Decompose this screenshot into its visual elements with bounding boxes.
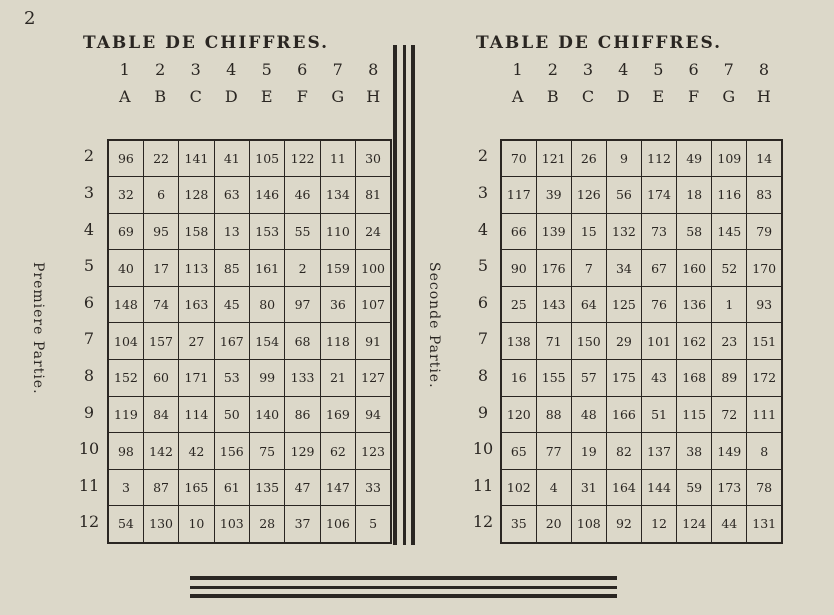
table-cell: 164 — [606, 469, 641, 506]
table-cell: 19 — [571, 433, 606, 470]
table-cell: 175 — [606, 360, 641, 397]
table-cell: 161 — [250, 250, 285, 287]
table-row — [501, 506, 782, 543]
column-letter: C — [189, 87, 202, 106]
table-cell: 165 — [179, 469, 214, 506]
table-cell: 116 — [712, 177, 747, 214]
table-row — [501, 469, 782, 506]
row-label: 6 — [83, 292, 95, 312]
table-cell: 57 — [571, 360, 606, 397]
left-column-letters — [107, 87, 391, 106]
table-cell: 42 — [179, 433, 214, 470]
table-cell: 167 — [214, 323, 249, 360]
table-cell: 45 — [214, 286, 249, 323]
table-cell: 34 — [606, 250, 641, 287]
table-cell: 126 — [571, 177, 606, 214]
column-letter: E — [260, 87, 273, 106]
table-cell: 133 — [285, 360, 320, 397]
table-cell: 92 — [606, 506, 641, 543]
table-cell: 115 — [677, 396, 712, 433]
table-cell: 123 — [356, 433, 391, 470]
row-label: 2 — [83, 146, 95, 166]
table-cell: 20 — [536, 506, 571, 543]
table-row — [108, 213, 391, 250]
row-label: 3 — [83, 182, 95, 202]
column-number: 4 — [226, 60, 237, 79]
column-number: 5 — [261, 60, 272, 79]
table-cell: 97 — [285, 286, 320, 323]
table-cell: 16 — [501, 360, 536, 397]
table-cell: 76 — [642, 286, 677, 323]
table-cell: 158 — [179, 213, 214, 250]
table-cell: 94 — [356, 396, 391, 433]
table-cell: 36 — [320, 286, 355, 323]
table-cell: 125 — [606, 286, 641, 323]
column-letter: B — [546, 87, 559, 106]
column-letter: E — [652, 87, 665, 106]
table-cell: 140 — [250, 396, 285, 433]
column-number: 6 — [688, 60, 699, 79]
row-label: 10 — [472, 439, 494, 459]
row-label: 11 — [78, 475, 100, 495]
column-letter: F — [296, 87, 308, 106]
table-cell: 33 — [356, 469, 391, 506]
table-cell: 144 — [642, 469, 677, 506]
table-cell: 22 — [143, 140, 178, 177]
table-cell: 38 — [677, 433, 712, 470]
table-cell: 106 — [320, 506, 355, 543]
table-cell: 86 — [285, 396, 320, 433]
table-cell: 17 — [143, 250, 178, 287]
table-row — [108, 396, 391, 433]
table-cell: 39 — [536, 177, 571, 214]
table-cell: 112 — [642, 140, 677, 177]
column-letter: C — [581, 87, 595, 106]
table-cell: 30 — [356, 140, 391, 177]
table-cell: 54 — [108, 506, 143, 543]
column-number: 5 — [653, 60, 664, 79]
table-cell: 63 — [214, 177, 249, 214]
table-cell: 70 — [501, 140, 536, 177]
table-cell: 89 — [712, 360, 747, 397]
table-cell: 37 — [285, 506, 320, 543]
table-cell: 129 — [285, 433, 320, 470]
table-cell: 95 — [143, 213, 178, 250]
table-cell: 67 — [642, 250, 677, 287]
table-row — [501, 286, 782, 323]
table-cell: 29 — [606, 323, 641, 360]
column-number: 6 — [297, 60, 308, 79]
table-cell: 169 — [320, 396, 355, 433]
column-number: 7 — [332, 60, 343, 79]
column-letter: F — [687, 87, 700, 106]
table-row — [501, 396, 782, 433]
table-cell: 154 — [250, 323, 285, 360]
table-cell: 162 — [677, 323, 712, 360]
table-cell: 25 — [501, 286, 536, 323]
table-cell: 46 — [285, 177, 320, 214]
table-cell: 64 — [571, 286, 606, 323]
table-cell: 170 — [747, 250, 782, 287]
table-cell: 69 — [108, 213, 143, 250]
right-cipher-table — [500, 139, 783, 544]
row-label: 11 — [472, 475, 494, 495]
row-label: 7 — [83, 329, 95, 349]
table-cell: 137 — [642, 433, 677, 470]
table-cell: 118 — [320, 323, 355, 360]
table-cell: 81 — [356, 177, 391, 214]
row-label: 6 — [477, 292, 489, 312]
right-column-letters — [500, 87, 782, 106]
table-cell: 40 — [108, 250, 143, 287]
row-label: 5 — [83, 256, 95, 276]
column-number: 8 — [368, 60, 379, 79]
table-cell: 14 — [747, 140, 782, 177]
table-cell: 4 — [536, 469, 571, 506]
table-cell: 82 — [606, 433, 641, 470]
table-cell: 51 — [642, 396, 677, 433]
table-cell: 1 — [712, 286, 747, 323]
table-cell: 47 — [285, 469, 320, 506]
table-cell: 2 — [285, 250, 320, 287]
table-cell: 65 — [501, 433, 536, 470]
column-number: 3 — [190, 60, 201, 79]
table-cell: 88 — [536, 396, 571, 433]
table-cell: 11 — [320, 140, 355, 177]
table-cell: 91 — [356, 323, 391, 360]
table-cell: 117 — [501, 177, 536, 214]
row-label: 12 — [78, 512, 100, 532]
table-cell: 132 — [606, 213, 641, 250]
column-number: 3 — [582, 60, 594, 79]
right-table-title: TABLE DE CHIFFRES. — [476, 33, 723, 53]
row-label: 10 — [78, 439, 100, 459]
table-cell: 77 — [536, 433, 571, 470]
table-cell: 100 — [356, 250, 391, 287]
table-row — [501, 213, 782, 250]
table-row — [501, 250, 782, 287]
column-letter: A — [118, 87, 131, 106]
table-cell: 44 — [712, 506, 747, 543]
table-row — [108, 469, 391, 506]
table-cell: 18 — [677, 177, 712, 214]
column-number: 1 — [512, 60, 523, 79]
table-cell: 107 — [356, 286, 391, 323]
column-letter: A — [511, 87, 524, 106]
table-cell: 143 — [536, 286, 571, 323]
table-cell: 87 — [143, 469, 178, 506]
table-cell: 12 — [642, 506, 677, 543]
table-cell: 174 — [642, 177, 677, 214]
column-letter: D — [616, 87, 630, 106]
column-letter: H — [366, 87, 381, 106]
table-cell: 104 — [108, 323, 143, 360]
table-cell: 6 — [143, 177, 178, 214]
left-table-title: TABLE DE CHIFFRES. — [83, 33, 330, 53]
table-cell: 141 — [179, 140, 214, 177]
table-cell: 93 — [747, 286, 782, 323]
table-cell: 73 — [642, 213, 677, 250]
table-cell: 147 — [320, 469, 355, 506]
table-cell: 152 — [108, 360, 143, 397]
table-cell: 62 — [320, 433, 355, 470]
table-cell: 128 — [179, 177, 214, 214]
table-cell: 127 — [356, 360, 391, 397]
table-row — [501, 177, 782, 214]
table-row — [108, 140, 391, 177]
row-label: 9 — [477, 402, 489, 422]
table-cell: 121 — [536, 140, 571, 177]
right-column-numbers — [500, 60, 782, 79]
row-label: 2 — [477, 146, 489, 166]
table-cell: 74 — [143, 286, 178, 323]
table-cell: 55 — [285, 213, 320, 250]
table-cell: 151 — [747, 323, 782, 360]
table-row — [501, 323, 782, 360]
table-cell: 13 — [214, 213, 249, 250]
table-cell: 146 — [250, 177, 285, 214]
row-label: 4 — [83, 219, 95, 239]
table-cell: 98 — [108, 433, 143, 470]
table-cell: 111 — [747, 396, 782, 433]
table-cell: 96 — [108, 140, 143, 177]
table-cell: 155 — [536, 360, 571, 397]
table-cell: 32 — [108, 177, 143, 214]
table-cell: 59 — [677, 469, 712, 506]
table-cell: 84 — [143, 396, 178, 433]
table-cell: 176 — [536, 250, 571, 287]
table-cell: 99 — [250, 360, 285, 397]
column-number: 4 — [618, 60, 629, 79]
table-cell: 159 — [320, 250, 355, 287]
table-cell: 160 — [677, 250, 712, 287]
table-cell: 28 — [250, 506, 285, 543]
table-cell: 131 — [747, 506, 782, 543]
table-cell: 61 — [214, 469, 249, 506]
table-cell: 142 — [143, 433, 178, 470]
table-cell: 136 — [677, 286, 712, 323]
table-cell: 172 — [747, 360, 782, 397]
table-cell: 163 — [179, 286, 214, 323]
table-cell: 72 — [712, 396, 747, 433]
column-number: 7 — [723, 60, 734, 79]
table-cell: 113 — [179, 250, 214, 287]
table-row — [108, 177, 391, 214]
table-cell: 58 — [677, 213, 712, 250]
right-side-label: Seconde Partie. — [426, 262, 442, 389]
table-cell: 105 — [250, 140, 285, 177]
table-cell: 3 — [108, 469, 143, 506]
table-row — [501, 433, 782, 470]
table-cell: 50 — [214, 396, 249, 433]
table-cell: 78 — [747, 469, 782, 506]
table-cell: 101 — [642, 323, 677, 360]
table-cell: 52 — [712, 250, 747, 287]
column-letter: G — [331, 87, 345, 106]
table-cell: 5 — [356, 506, 391, 543]
table-cell: 75 — [250, 433, 285, 470]
table-row — [108, 433, 391, 470]
row-label: 8 — [83, 365, 95, 385]
table-cell: 79 — [747, 213, 782, 250]
left-side-label: Premiere Partie. — [30, 262, 46, 395]
table-cell: 103 — [214, 506, 249, 543]
column-letter: D — [224, 87, 238, 106]
table-cell: 15 — [571, 213, 606, 250]
table-cell: 138 — [501, 323, 536, 360]
column-number: 2 — [547, 60, 558, 79]
row-label: 3 — [477, 182, 489, 202]
column-letter: G — [722, 87, 736, 106]
column-number: 8 — [758, 60, 769, 79]
table-cell: 149 — [712, 433, 747, 470]
table-cell: 80 — [250, 286, 285, 323]
table-cell: 157 — [143, 323, 178, 360]
row-label: 4 — [477, 219, 489, 239]
vertical-divider — [393, 45, 415, 545]
left-cipher-table — [107, 139, 392, 544]
table-cell: 119 — [108, 396, 143, 433]
table-cell: 124 — [677, 506, 712, 543]
table-cell: 48 — [571, 396, 606, 433]
table-cell: 10 — [179, 506, 214, 543]
table-cell: 173 — [712, 469, 747, 506]
table-row — [501, 360, 782, 397]
table-cell: 166 — [606, 396, 641, 433]
table-cell: 23 — [712, 323, 747, 360]
table-row — [108, 286, 391, 323]
page-number: 2 — [24, 8, 36, 29]
table-cell: 26 — [571, 140, 606, 177]
table-cell: 122 — [285, 140, 320, 177]
table-cell: 60 — [143, 360, 178, 397]
table-row — [108, 506, 391, 543]
table-cell: 168 — [677, 360, 712, 397]
table-cell: 35 — [501, 506, 536, 543]
row-label: 7 — [477, 329, 489, 349]
row-label: 9 — [83, 402, 95, 422]
table-cell: 109 — [712, 140, 747, 177]
row-label: 12 — [472, 512, 494, 532]
table-cell: 49 — [677, 140, 712, 177]
table-cell: 102 — [501, 469, 536, 506]
table-cell: 153 — [250, 213, 285, 250]
table-cell: 8 — [747, 433, 782, 470]
table-cell: 7 — [571, 250, 606, 287]
table-cell: 9 — [606, 140, 641, 177]
row-label: 8 — [477, 365, 489, 385]
table-cell: 21 — [320, 360, 355, 397]
table-cell: 145 — [712, 213, 747, 250]
table-cell: 43 — [642, 360, 677, 397]
table-cell: 56 — [606, 177, 641, 214]
table-cell: 83 — [747, 177, 782, 214]
table-cell: 150 — [571, 323, 606, 360]
table-cell: 156 — [214, 433, 249, 470]
table-cell: 68 — [285, 323, 320, 360]
horizontal-divider — [190, 576, 617, 598]
column-number: 2 — [155, 60, 166, 79]
table-cell: 134 — [320, 177, 355, 214]
row-label: 5 — [477, 256, 489, 276]
table-cell: 120 — [501, 396, 536, 433]
table-cell: 24 — [356, 213, 391, 250]
column-letter: H — [756, 87, 771, 106]
table-cell: 108 — [571, 506, 606, 543]
table-cell: 71 — [536, 323, 571, 360]
table-cell: 41 — [214, 140, 249, 177]
table-cell: 114 — [179, 396, 214, 433]
table-cell: 139 — [536, 213, 571, 250]
table-cell: 148 — [108, 286, 143, 323]
table-row — [501, 140, 782, 177]
table-cell: 130 — [143, 506, 178, 543]
column-letter: B — [154, 87, 167, 106]
column-number: 1 — [119, 60, 130, 79]
table-cell: 66 — [501, 213, 536, 250]
table-row — [108, 360, 391, 397]
table-cell: 110 — [320, 213, 355, 250]
table-cell: 53 — [214, 360, 249, 397]
table-cell: 135 — [250, 469, 285, 506]
left-column-numbers — [107, 60, 391, 79]
table-cell: 171 — [179, 360, 214, 397]
table-cell: 27 — [179, 323, 214, 360]
table-cell: 85 — [214, 250, 249, 287]
table-cell: 31 — [571, 469, 606, 506]
table-cell: 90 — [501, 250, 536, 287]
table-row — [108, 323, 391, 360]
table-row — [108, 250, 391, 287]
